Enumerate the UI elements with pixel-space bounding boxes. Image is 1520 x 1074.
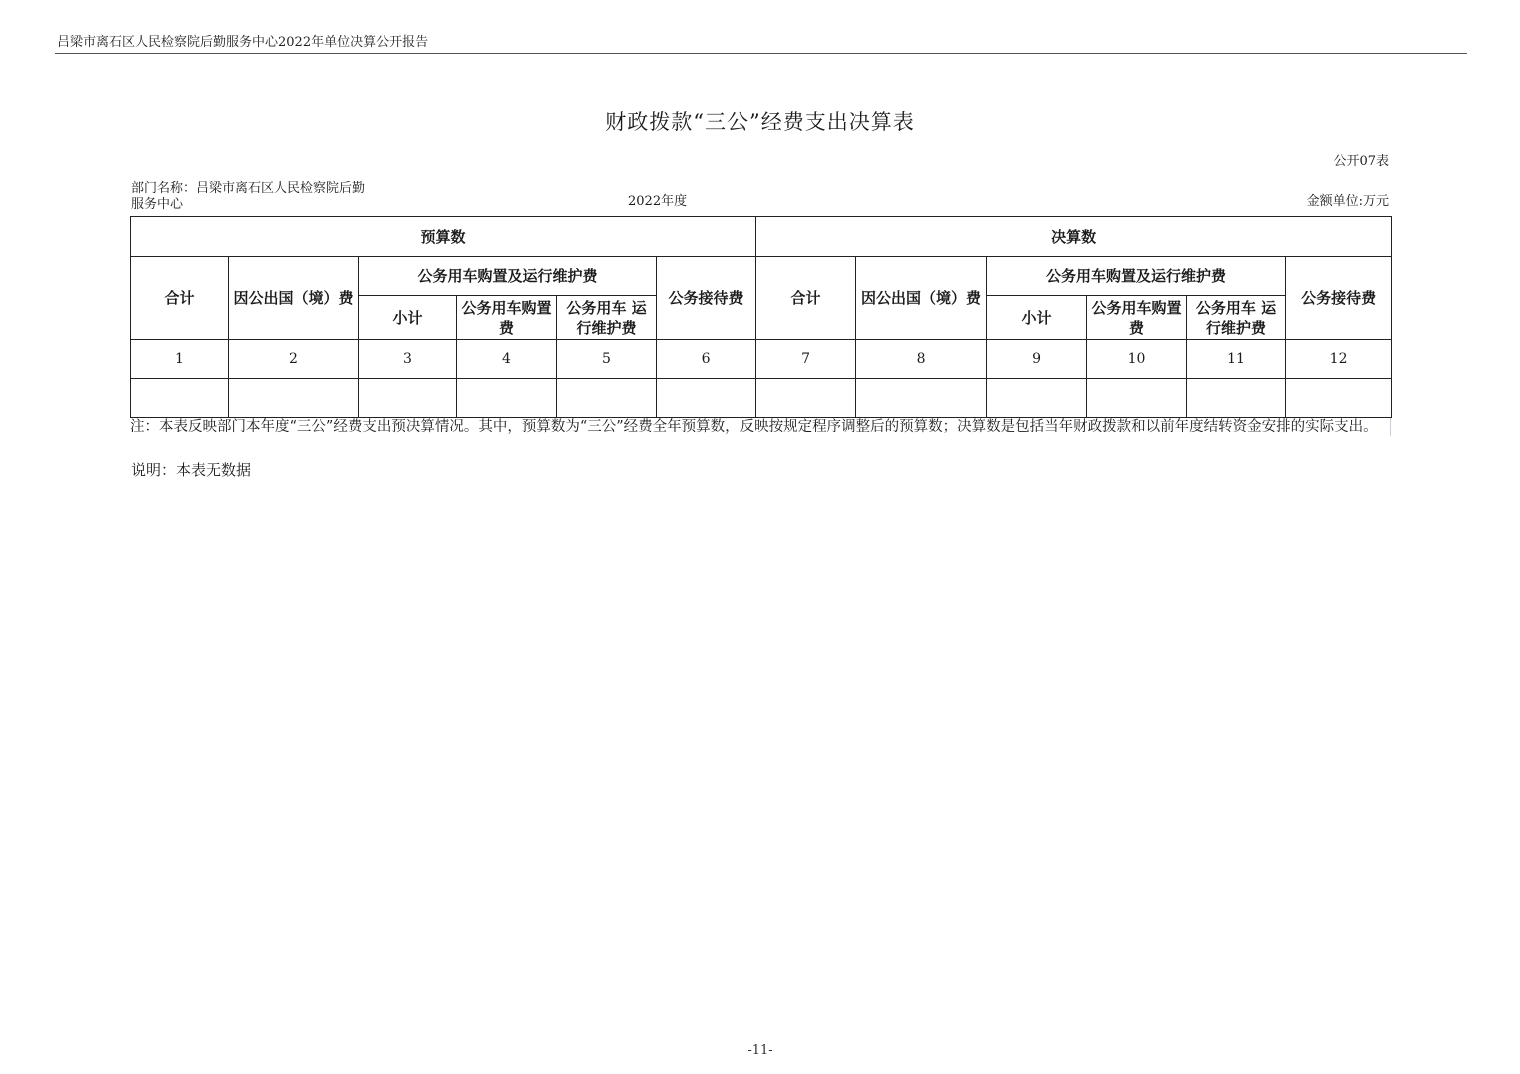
form-number: 公开07表 xyxy=(1333,154,1389,169)
header-final-subtotal: 小计 xyxy=(987,296,1087,340)
fiscal-year: 2022年度 xyxy=(628,194,688,209)
header-budget-subtotal: 小计 xyxy=(359,296,457,340)
empty-cell xyxy=(657,379,756,418)
empty-cell xyxy=(229,379,359,418)
column-number: 8 xyxy=(856,340,987,379)
header-final-vehicle-operation: 公务用车 运行维护费 xyxy=(1187,296,1286,340)
header-budget-total: 合计 xyxy=(131,257,229,340)
header-budget-group: 预算数 xyxy=(131,217,756,257)
empty-data-row xyxy=(131,379,1392,418)
column-number-row xyxy=(131,340,1392,379)
column-number: 10 xyxy=(1087,340,1187,379)
page-number: -11- xyxy=(747,1043,773,1058)
explanation-text: 说明：本表无数据 xyxy=(131,461,252,479)
header-budget-overseas: 因公出国（境）费 xyxy=(229,257,359,340)
department-name: 部门名称：吕梁市离石区人民检察院后勤服务中心 xyxy=(131,181,366,212)
empty-cell xyxy=(457,379,557,418)
header-final-vehicle-purchase: 公务用车购置费 xyxy=(1087,296,1187,340)
header-final-group: 决算数 xyxy=(756,217,1392,257)
column-number: 11 xyxy=(1187,340,1286,379)
header-rule xyxy=(55,53,1467,54)
column-number: 7 xyxy=(756,340,856,379)
column-number: 5 xyxy=(557,340,657,379)
header-budget-reception: 公务接待费 xyxy=(657,257,756,340)
three-public-expenses-table xyxy=(130,216,1392,418)
header-budget-vehicle-purchase: 公务用车购置费 xyxy=(457,296,557,340)
header-final-vehicle-group: 公务用车购置及运行维护费 xyxy=(987,257,1286,296)
column-number: 12 xyxy=(1286,340,1392,379)
amount-unit: 金额单位:万元 xyxy=(1306,194,1389,209)
column-number: 4 xyxy=(457,340,557,379)
running-header: 吕梁市离石区人民检察院后勤服务中心2022年单位决算公开报告 xyxy=(57,35,429,50)
column-number: 2 xyxy=(229,340,359,379)
header-budget-vehicle-group: 公务用车购置及运行维护费 xyxy=(359,257,657,296)
header-budget-vehicle-operation: 公务用车 运行维护费 xyxy=(557,296,657,340)
header-final-overseas: 因公出国（境）费 xyxy=(856,257,987,340)
page-title: 财政拨款“三公”经费支出决算表 xyxy=(605,110,915,134)
empty-cell xyxy=(987,379,1087,418)
column-number: 3 xyxy=(359,340,457,379)
empty-cell xyxy=(1286,379,1392,418)
table-note: 注：本表反映部门本年度“三公”经费支出预决算情况。其中，预算数为“三公”经费全年预算数，反映按规定程序调整后的预算数；决算数是包括当年财政拨款和以前年度结转资金安排的实际支出。 xyxy=(130,418,1391,436)
column-number: 6 xyxy=(657,340,756,379)
empty-cell xyxy=(359,379,457,418)
empty-cell xyxy=(1187,379,1286,418)
empty-cell xyxy=(856,379,987,418)
empty-cell xyxy=(557,379,657,418)
header-final-total: 合计 xyxy=(756,257,856,340)
column-number: 1 xyxy=(131,340,229,379)
header-final-reception: 公务接待费 xyxy=(1286,257,1392,340)
empty-cell xyxy=(756,379,856,418)
empty-cell xyxy=(1087,379,1187,418)
empty-cell xyxy=(131,379,229,418)
column-number: 9 xyxy=(987,340,1087,379)
